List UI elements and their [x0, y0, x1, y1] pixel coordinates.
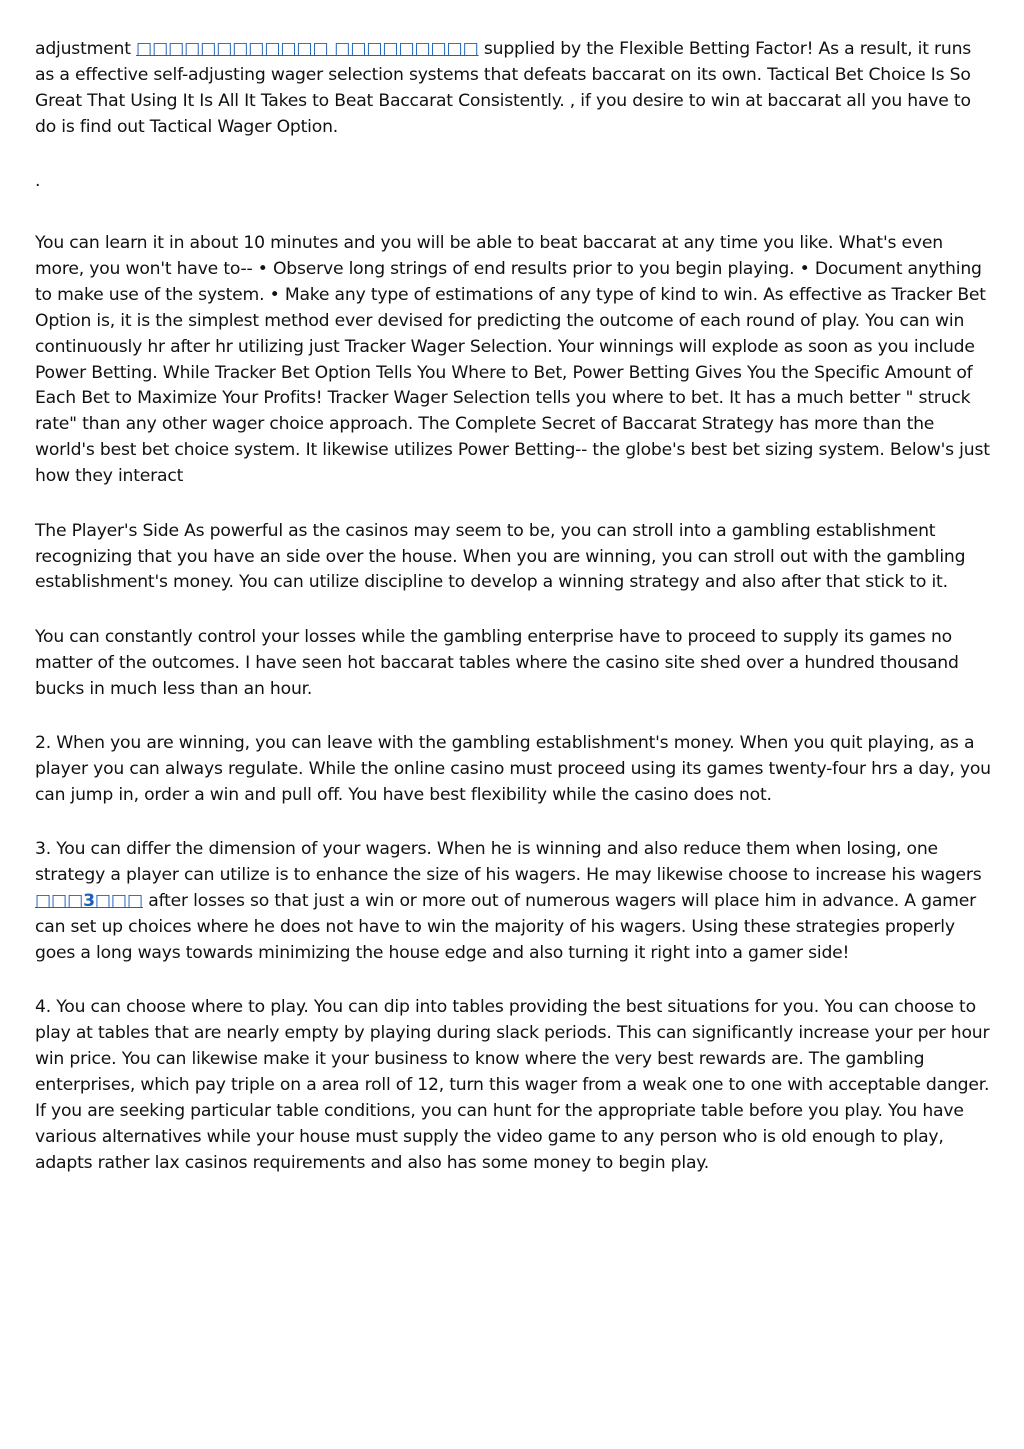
inline-link-2[interactable]: □□□3□□□ — [35, 891, 143, 912]
paragraph-intro-text-end: supplied by the Flexible Betting Factor! As a result, it runs as a effective self-adjusting wager selection systems that defeats baccarat on its own. Tactical Bet Choice Is So Great That Using It Is All It Takes to Beat Baccarat Consistently. , if you desire to win at baccarat all you have to do is find out Tactical Wager Option. — [35, 39, 972, 137]
paragraph-intro-text-start: adjustment — [35, 39, 137, 59]
paragraph-players-side: The Player's Side As powerful as the casinos may seem to be, you can stroll into a gambling establishment recognizing that you have an side over the house. When you are winning, you can stroll out with the gambling establishment's money. You can utilize discipline to develop a winning strategy and also after that stick to it. — [35, 520, 966, 593]
paragraph-control-losses: You can constantly control your losses while the gambling enterprise have to proceed to supply its games no matter of the outcomes. I have seen hot baccarat tables where the casino site shed over a hundred thousand bucks in much less than an hour. — [35, 626, 959, 699]
paragraph-point-3-text-end: after losses so that just a win or more out of numerous wagers will place him in advance. A gamer can set up choices where he does not have to win the majority of his wagers. Using these strategies properly goes a long ways towards minimizing the house edge and also turning it right into a gamer side! — [35, 891, 976, 963]
paragraph-point-3 — [35, 837, 995, 967]
paragraph-point-3-text-start: 3. You can differ the dimension of your wagers. When he is winning and also reduce them when losing, one strategy a player can utilize is to enhance the size of his wagers. He may likewise choose to increase his wagers — [35, 839, 982, 886]
inline-link-1[interactable]: □□□□□□□□□□□□ □□□□□□□□□ — [136, 39, 479, 59]
paragraph-intro — [35, 37, 995, 141]
paragraph-point-4: 4. You can choose where to play. You can dip into tables providing the best situations for you. You can choose to play at tables that are nearly empty by playing during slack periods. This can significantly increase your per hour win price. You can likewise make it your business to know where the very best rewards are. The gambling enterprises, which pay triple on a area roll of 12, turn this wager from a weak one to one with acceptable danger. If you are seeking particular table conditions, you can hunt for the appropriate table before you play. You have various alternatives while your house must supply the video game to any person who is old enough to play, adapts rather lax casinos requirements and also has some money to begin play. — [35, 997, 990, 1173]
paragraph-tracker-bet: You can learn it in about 10 minutes and you will be able to beat baccarat at any time you like. What's even more, you won't have to-- • Observe long strings of end results prior to you begin playing. • Document anything to make use of the system. • Make any type of estimations of any type of kind to win. As effective as Tracker Bet Option is, it is the simplest method ever devised for predicting the outcome of each round of play. You can win continuously hr after hr utilizing just Tracker Wager Selection. Your winnings will explode as soon as you include Power Betting. While Tracker Bet Option Tells You Where to Bet, Power Betting Gives You the Specific Amount of Each Bet to Maximize Your Profits! Tracker Wager Selection tells you where to bet. It has a much better " struck rate" than any other wager choice approach. The Complete Secret of Baccarat Strategy has more than the world's best bet choice system. It likewise utilizes Power Betting-- the globe's best bet sizing system. Below's just how they interact — [35, 233, 990, 487]
paragraph-point-2: 2. When you are winning, you can leave with the gambling establishment's money. When you quit playing, as a player you can always regulate. While the online casino must proceed using its games twenty-four hrs a day, you can jump in, order a win and pull off. You have best flexibility while the casino does not. — [35, 733, 991, 805]
document-page — [35, 37, 995, 1205]
paragraph-separator: . — [35, 171, 41, 192]
